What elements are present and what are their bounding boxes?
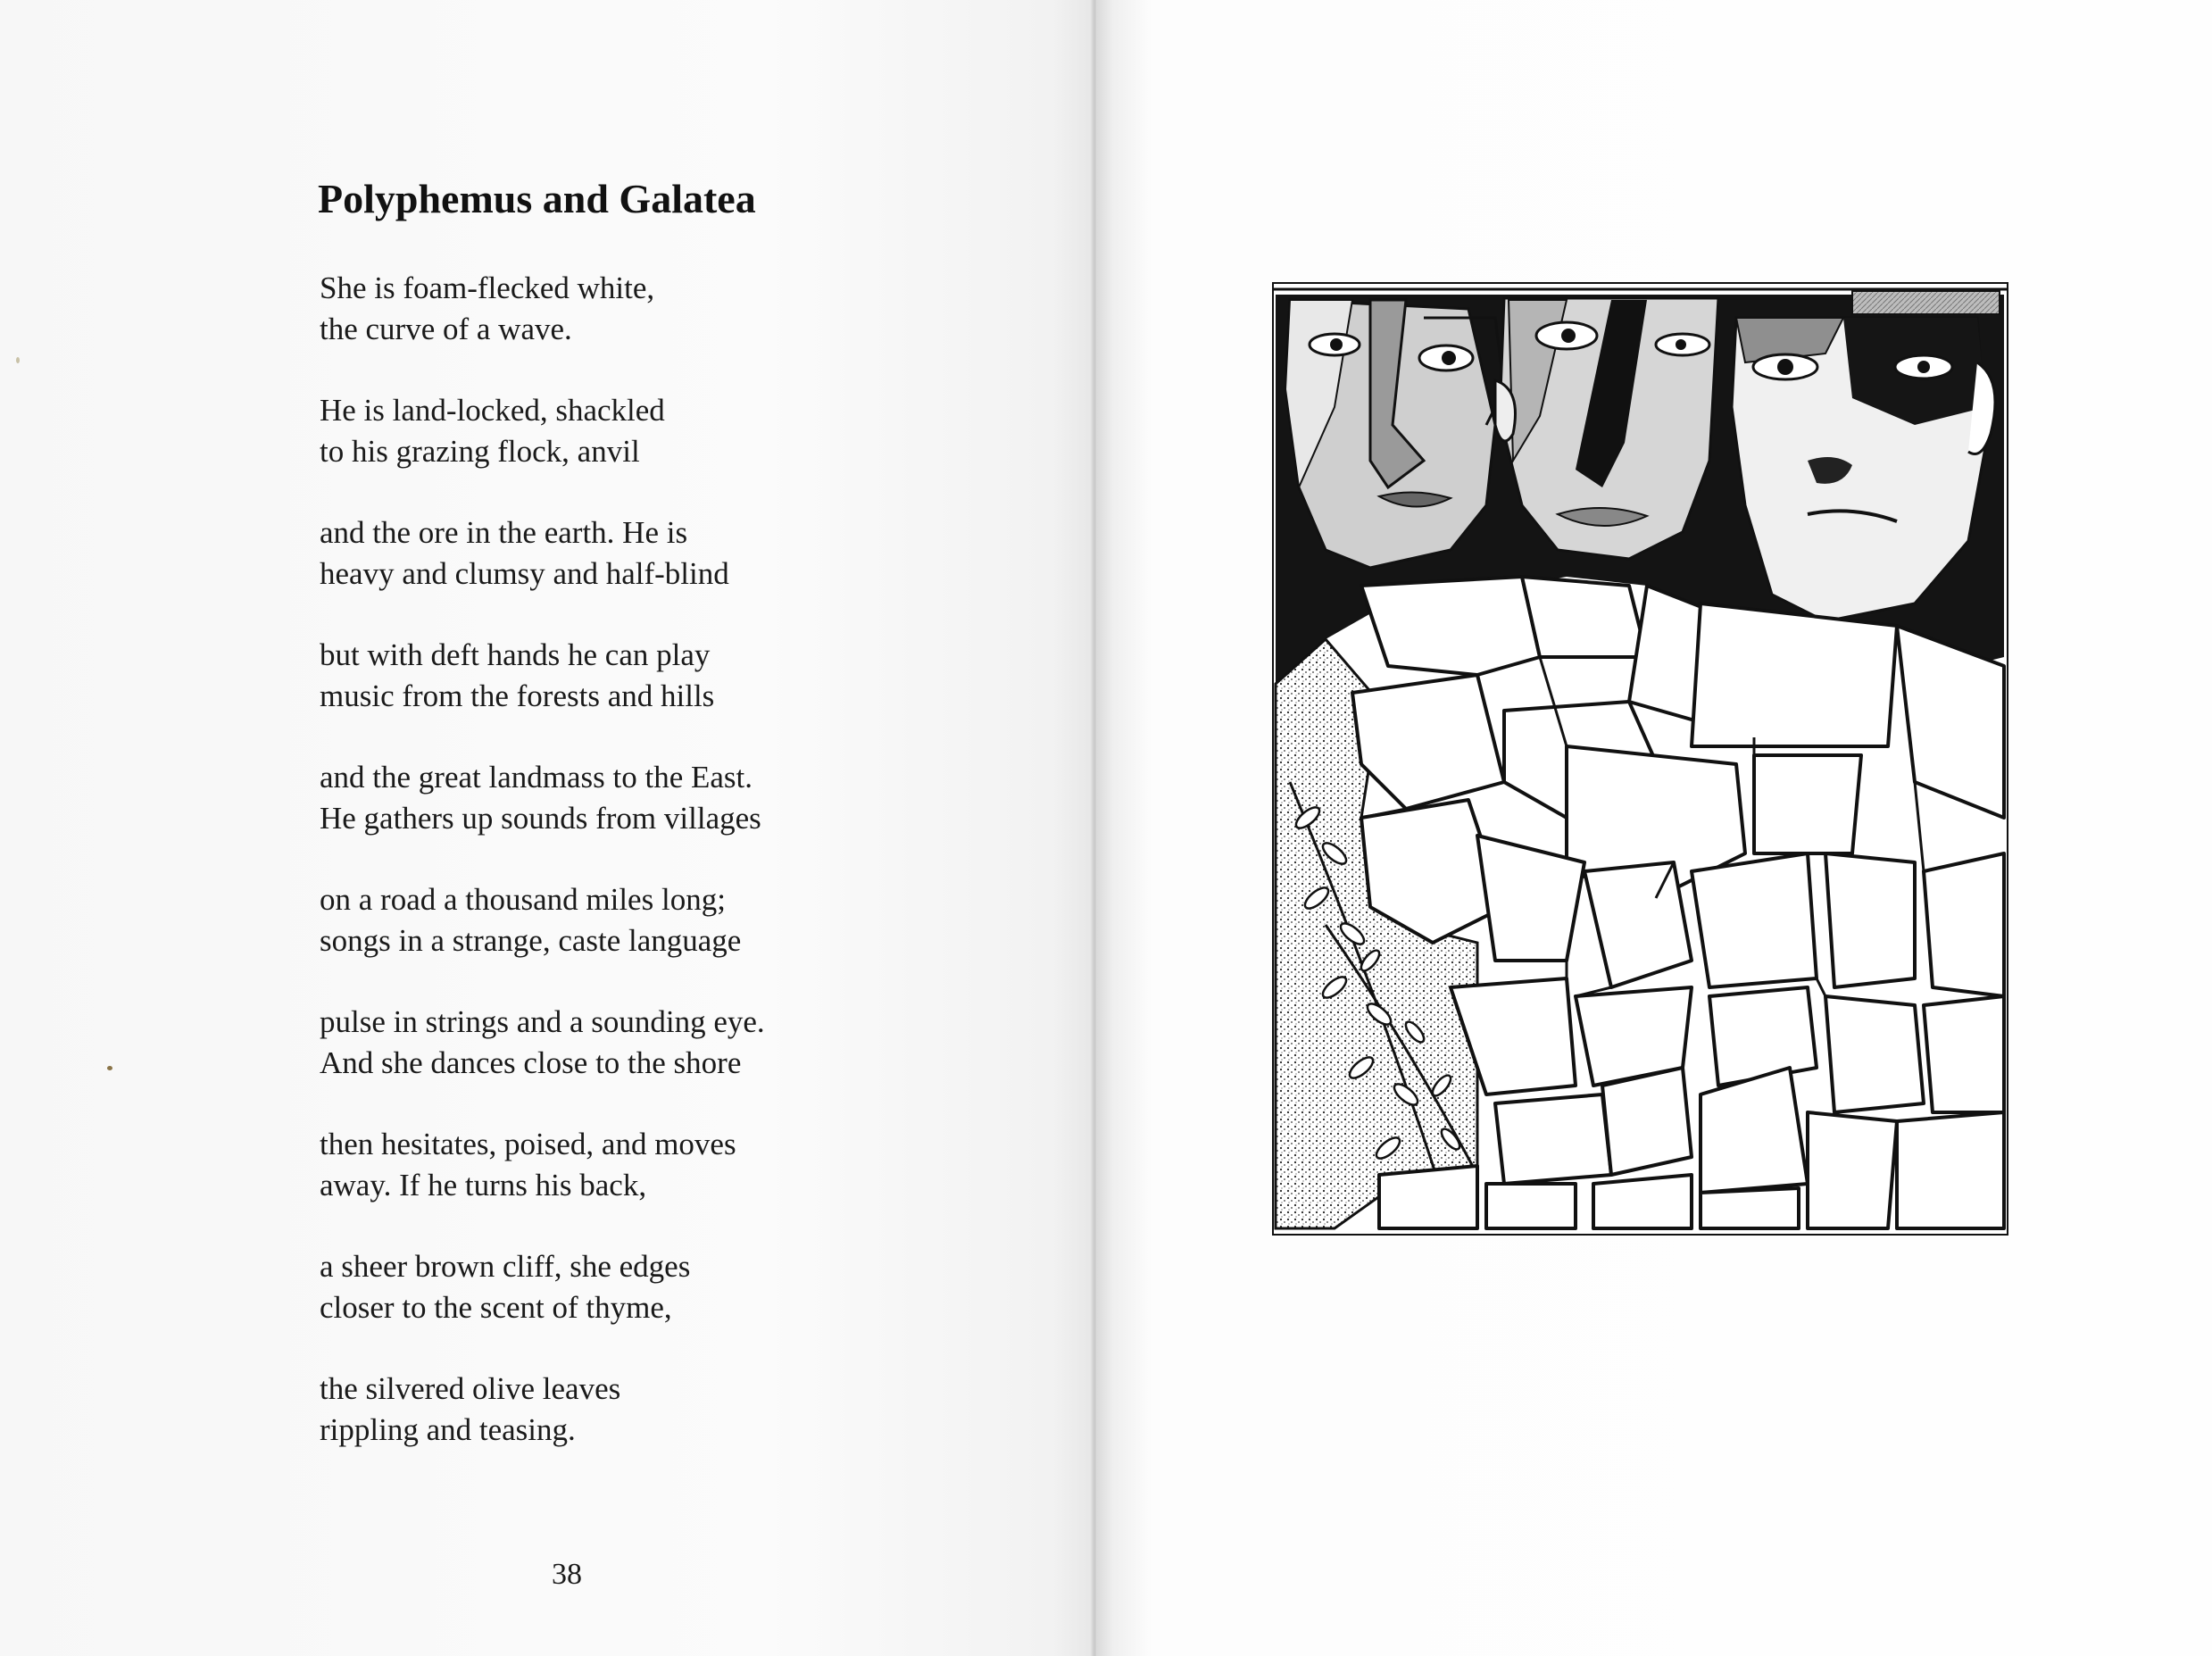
poem-line: She is foam-flecked white, <box>320 270 655 305</box>
poem-line: on a road a thousand miles long; <box>320 882 726 917</box>
poem-line: closer to the scent of thyme, <box>320 1290 672 1325</box>
stanza <box>320 635 873 717</box>
poem-line: and the great landmass to the East. <box>320 760 753 795</box>
illustration <box>1272 282 2008 1236</box>
stanza <box>320 1369 873 1451</box>
page-number: 38 <box>552 1558 582 1591</box>
left-page <box>0 0 1096 1656</box>
poem-line: away. If he turns his back, <box>320 1168 647 1202</box>
three-faces-over-rocks-print <box>1272 282 2008 1236</box>
poem-line: then hesitates, poised, and moves <box>320 1127 736 1161</box>
stanza <box>320 1124 873 1206</box>
stanza <box>320 390 873 472</box>
poem-title: Polyphemus and Galatea <box>318 176 756 221</box>
poem-line: but with deft hands he can play <box>320 637 711 672</box>
stanza <box>320 1002 873 1084</box>
stanza <box>320 879 873 961</box>
poem-line: He gathers up sounds from villages <box>320 801 761 836</box>
poem-line: the curve of a wave. <box>320 312 572 346</box>
paper-speck <box>107 1066 112 1070</box>
poem-line: the silvered olive leaves <box>320 1371 621 1406</box>
poem-line: music from the forests and hills <box>320 678 715 713</box>
poem-line: He is land-locked, shackled <box>320 393 665 428</box>
poem-line: And she dances close to the shore <box>320 1045 742 1080</box>
poem-line: a sheer brown cliff, she edges <box>320 1249 691 1284</box>
stanza <box>320 1246 873 1328</box>
paper-speck <box>16 357 20 363</box>
stanza <box>320 512 873 595</box>
poem-line: pulse in strings and a sounding eye. <box>320 1004 765 1039</box>
poem-line: rippling and teasing. <box>320 1412 576 1447</box>
poem-line: and the ore in the earth. He is <box>320 515 688 550</box>
poem-line: heavy and clumsy and half-blind <box>320 556 729 591</box>
poem-line: songs in a strange, caste language <box>320 923 742 958</box>
poem-line: to his grazing flock, anvil <box>320 434 640 469</box>
stanza <box>320 268 873 350</box>
stanza <box>320 757 873 839</box>
